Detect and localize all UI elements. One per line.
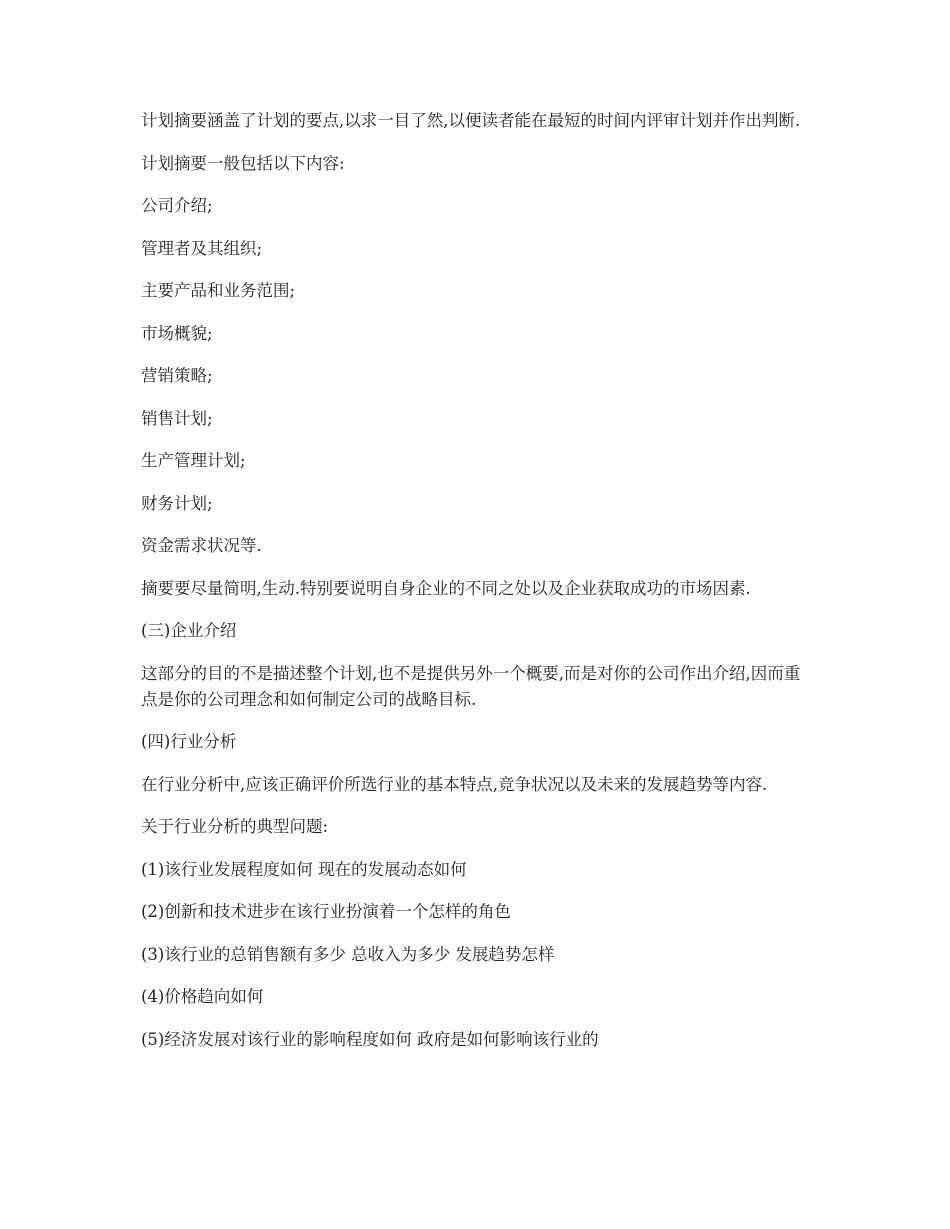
list-item-products: 主要产品和业务范围; bbox=[141, 281, 296, 300]
section-heading-industry: (四)行业分析 bbox=[141, 732, 237, 751]
list-item-production: 生产管理计划; bbox=[141, 451, 246, 470]
question-item-1: (1)该行业发展程度如何 现在的发展动态如何 bbox=[141, 859, 467, 879]
list-item-market: 市场概貌; bbox=[141, 323, 213, 343]
paragraph-summary-contents: 计划摘要一般包括以下内容: bbox=[141, 153, 345, 173]
section-heading-company: (三)企业介绍 bbox=[141, 621, 237, 640]
list-item-sales: 销售计划; bbox=[141, 408, 213, 428]
question-item-2: (2)创新和技术进步在该行业扮演着一个怎样的角色 bbox=[141, 902, 511, 921]
list-item-marketing: 营销策略; bbox=[141, 366, 213, 385]
paragraph-summary-advice: 摘要要尽量简明,生动.特别要说明自身企业的不同之处以及企业获取成功的市场因素. bbox=[141, 578, 751, 598]
paragraph-company-intro: 这部分的目的不是描述整个计划,也不是提供另外一个概要,而是对你的公司作出介绍,因而重点是你的公司理念和如何制定公司的战略目标. bbox=[141, 663, 801, 709]
question-item-3: (3)该行业的总销售额有多少 总收入为多少 发展趋势怎样 bbox=[141, 944, 555, 964]
list-item-management: 管理者及其组织; bbox=[141, 238, 263, 258]
paragraph-industry-analysis: 在行业分析中,应该正确评价所选行业的基本特点,竞争状况以及未来的发展趋势等内容. bbox=[141, 774, 768, 794]
question-item-5: (5)经济发展对该行业的影响程度如何 政府是如何影响该行业的 bbox=[141, 1029, 599, 1049]
paragraph-summary-intro: 计划摘要涵盖了计划的要点,以求一目了然,以便读者能在最短的时间内评审计划并作出判断. bbox=[141, 111, 801, 130]
document-page bbox=[141, 108, 809, 1069]
list-item-company: 公司介绍; bbox=[141, 196, 213, 215]
question-item-4: (4)价格趋向如何 bbox=[141, 987, 264, 1006]
paragraph-typical-questions: 关于行业分析的典型问题: bbox=[141, 817, 329, 836]
list-item-finance: 财务计划; bbox=[141, 493, 213, 513]
list-item-funding: 资金需求状况等. bbox=[141, 536, 262, 555]
